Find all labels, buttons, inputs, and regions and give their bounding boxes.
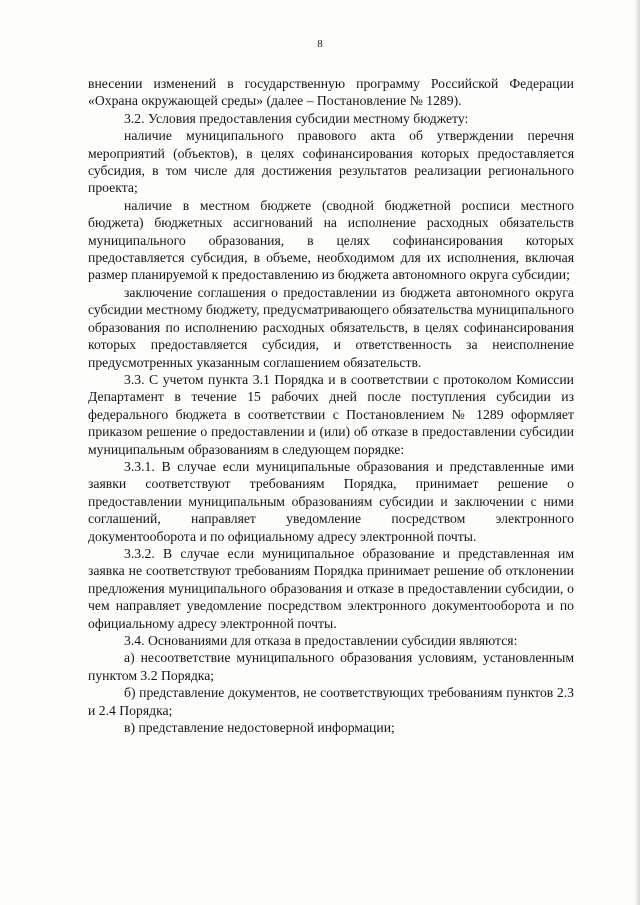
paragraph-3-4-heading: 3.4. Основаниями для отказа в предоставлении субсидии являются:: [124, 633, 518, 648]
paragraph-3-4-a: а) несоответствие муниципального образования условиям, установленным пунктом 3.2 Порядка;: [88, 650, 574, 683]
paragraph-condition-legal-act: наличие муниципального правового акта об утверждении перечня мероприятий (объектов), в целях софинансирования которых предоставляется субсидия, в том числе для достижения результатов реализации регионального проекта;: [88, 128, 574, 196]
page-edge-shadow: [634, 0, 640, 905]
page-number: 8: [317, 38, 323, 50]
paragraph-3-2-heading: 3.2. Условия предоставления субсидии местному бюджету:: [124, 110, 469, 126]
document-body: [88, 75, 574, 736]
paragraph-3-3: 3.3. С учетом пункта 3.1 Порядка и в соответствии с протоколом Комиссии Департамент в течение 15 рабочих дней после поступления субсидии из федерального бюджета в соответствии с Постановлением № 1289 оформляет приказом решение о предоставлении и (или) об отказе в предоставлении субсидии муниципальным образованиям в следующем порядке:: [88, 371, 574, 457]
paragraph-condition-agreement: заключение соглашения о предоставлении из бюджета автономного округа субсидии местному бюджету, предусматривающего обязательства муниципального образования по исполнению расходных обязательств, в целях софинансирования которых предоставляется субсидия, и ответственность за неисполнение предусмотренных указанным соглашением обязательств.: [88, 284, 574, 370]
paragraph-3-3-1: 3.3.1. В случае если муниципальные образования и представленные ими заявки соответствуют требованиям Порядка, принимает решение о предоставлении муниципальным образованиям субсидии и заключении с ними соглашений, направляет уведомление посредством электронного документооборота и по официальному адресу электронной почты.: [88, 458, 574, 544]
paragraph-3-4-v: в) представление недостоверной информации;: [124, 720, 395, 736]
paragraph-condition-budget: наличие в местном бюджете (сводной бюджетной росписи местного бюджета) бюджетных ассигнований на исполнение расходных обязательств муниципального образования, в целях софинансирования которых предоставляется субсидия, в объеме, необходимом для их исполнения, включая размер планируемой к предоставлению из бюджета автономного округа субсидии;: [88, 197, 574, 283]
paragraph-3-3-2: 3.3.2. В случае если муниципальное образование и представленная им заявка не соответствуют требованиям Порядка принимает решение об отклонении предложения муниципального образования и отказе в предоставлении субсидии, о чем направляет уведомление посредством электронного документооборота и по официальному адресу электронной почты.: [88, 545, 574, 631]
paragraph-continuation: внесении изменений в государственную программу Российской Федерации «Охрана окружающей среды» (далее – Постановление № 1289).: [88, 76, 574, 109]
paragraph-3-4-b: б) представление документов, не соответствующих требованиям пунктов 2.3 и 2.4 Порядка;: [88, 685, 574, 718]
